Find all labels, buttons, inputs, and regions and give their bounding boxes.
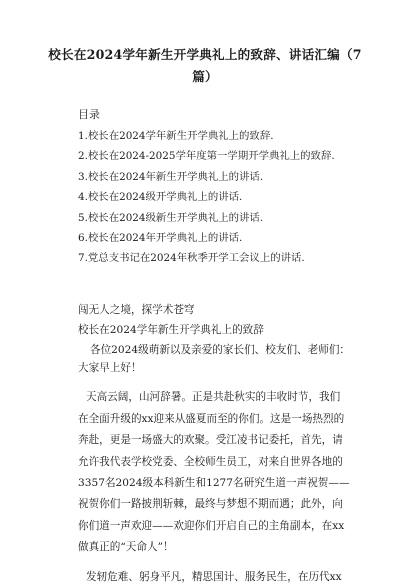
section-title: 闯无人之境，探学术苍穹	[78, 304, 195, 316]
toc-item[interactable]: 7.党总支书记在2024年秋季开学工会议上的讲话.	[78, 252, 305, 265]
paragraph-line: 3357名2024级本科新生和1277名研究生道一声祝贺——	[78, 477, 350, 490]
toc-item[interactable]: 2.校长在2024-2025学年度第一学期开学典礼上的致辞.	[78, 150, 335, 163]
salutation: 各位2024级萌新以及亲爱的家长们、校友们、老师们：	[90, 344, 351, 356]
paragraph-line: 祝贺你们一路披荆斩棘，最终与梦想不期而遇；此外，向	[78, 498, 343, 511]
toc-item[interactable]: 4.校长在2024级开学典礼上的讲话.	[78, 191, 243, 204]
table-of-contents	[78, 126, 335, 269]
speech-title: 校长在2024学年新生开学典礼上的致辞	[78, 324, 264, 336]
speech-body	[78, 358, 350, 588]
paragraph-line: 奔赴，更是一场盛大的欢聚。受江凌书记委托，首先，请	[78, 434, 343, 447]
paragraph-line: 在全面升级的xx迎来从盛夏而至的你们。这是一场热烈的	[78, 412, 345, 425]
paragraph-line: 天高云阔，山河辞暑。正是共赴秋实的丰收时节，我们	[86, 391, 341, 404]
paragraph-line: 做真正的“天命人”！	[78, 541, 174, 554]
title-line-2: 篇）	[192, 69, 218, 84]
toc-item[interactable]: 6.校长在2024年开学典礼上的讲话.	[78, 232, 243, 245]
paragraph-line: 发轫危难、躬身平凡，精思国计、服务民生，在历代xx	[86, 570, 342, 583]
toc-heading: 目录	[78, 108, 100, 121]
paragraph-line: 允许我代表学校党委、全校师生员工，对来自世界各地的	[78, 455, 343, 468]
toc-item[interactable]: 3.校长在2024年新生开学典礼上的讲话.	[78, 170, 264, 183]
document-title	[40, 44, 370, 88]
toc-item[interactable]: 1.校长在2024学年新生开学典礼上的致辞.	[78, 130, 274, 142]
title-line-1: 校长在2024学年新生开学典礼上的致辞、讲话汇编（7	[48, 47, 362, 62]
toc-item[interactable]: 5.校长在2024级新生开学典礼上的讲话.	[78, 211, 264, 224]
paragraph-line: 你们道一声欢迎——欢迎你们开启自己的主角副本，在xx	[78, 519, 345, 532]
greeting: 大家早上好！	[78, 362, 142, 374]
